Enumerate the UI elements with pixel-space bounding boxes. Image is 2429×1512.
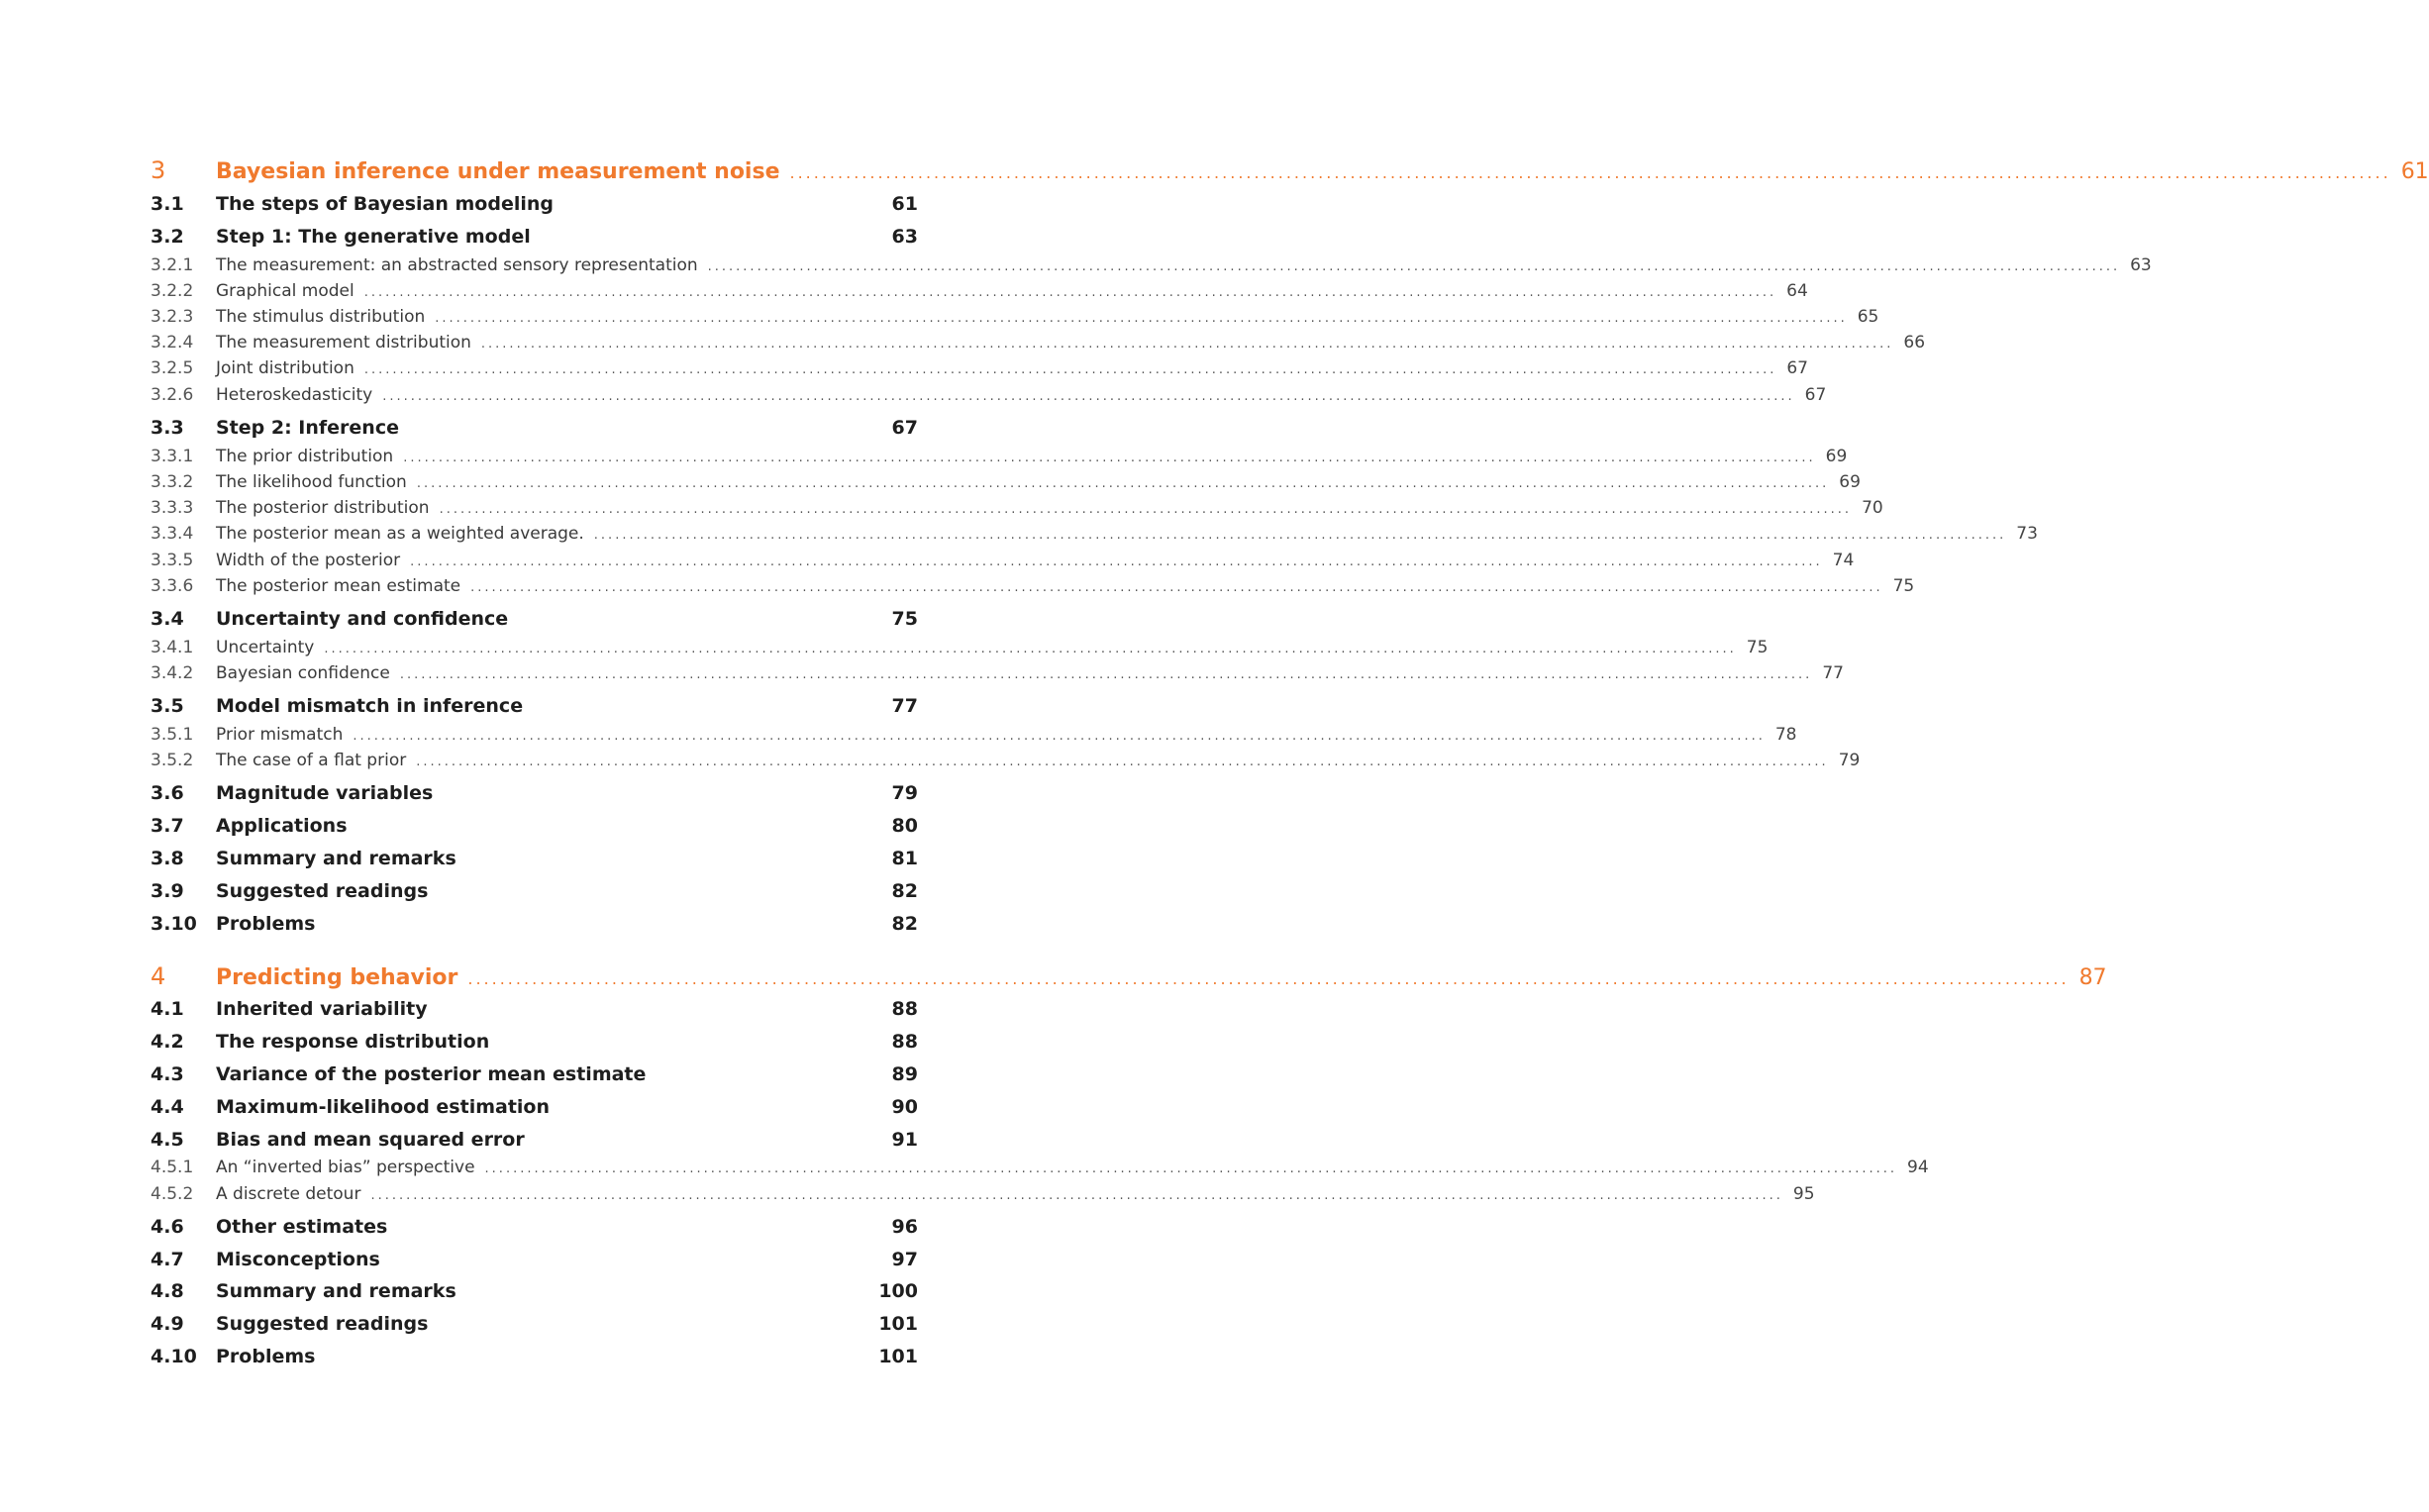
toc-entry-page-number: 87: [2078, 965, 2107, 990]
toc-entry-number: 4.7: [151, 1249, 184, 1270]
toc-entry-number: 3.2.2: [151, 281, 194, 301]
toc-entry-title: The stimulus distribution: [216, 307, 426, 327]
toc-section-row[interactable]: [151, 880, 918, 902]
toc-entry-number: 3.5: [151, 695, 184, 717]
toc-section-row[interactable]: [151, 782, 918, 804]
toc-entry-number: 3.8: [151, 848, 184, 869]
toc-entry-page-number: 101: [878, 1313, 918, 1335]
toc-entry-number: 3.5.1: [151, 725, 194, 745]
toc-entry-number: 3.2: [151, 226, 184, 248]
toc-entry-title: The posterior distribution: [216, 498, 430, 518]
toc-dot-leader: ........................................................................................................................................................................................................: [593, 528, 2007, 543]
toc-entry-page-number: 82: [891, 880, 918, 902]
toc-entry-number: 3.7: [151, 815, 184, 837]
toc-dot-leader: ........................................................................................................................................................................................................: [403, 451, 1816, 465]
toc-entry-number: 3.6: [151, 782, 184, 804]
toc-subsection-row[interactable]: [151, 1158, 1929, 1177]
toc-entry-page-number: 63: [2130, 255, 2152, 275]
toc-dot-leader: ........................................................................................................................................................................................................: [435, 311, 1848, 326]
toc-dot-leader: ........................................................................................................................................................................................................: [382, 389, 1795, 404]
toc-entry-number: 4.2: [151, 1031, 184, 1053]
toc-entry-title: Model mismatch in inference: [216, 695, 524, 717]
toc-entry-page-number: 75: [891, 608, 918, 630]
toc-entry-page-number: 74: [1832, 551, 1855, 570]
toc-entry-title: Summary and remarks: [216, 848, 456, 869]
toc-entry-page-number: 67: [891, 417, 918, 439]
toc-section-row[interactable]: [151, 193, 918, 215]
toc-entry-page-number: 64: [1786, 281, 1808, 301]
toc-dot-leader: ........................................................................................................................................................................................................: [399, 667, 1813, 682]
toc-entry-number: 3.1: [151, 193, 184, 215]
toc-entry-number: 3.3.4: [151, 524, 194, 544]
toc-entry-page-number: 88: [891, 1031, 918, 1053]
toc-entry-page-number: 75: [1746, 638, 1769, 657]
toc-entry-title: Uncertainty and confidence: [216, 608, 509, 630]
toc-dot-leader: ........................................................................................................................................................................................................: [363, 285, 1777, 300]
toc-subsection-row[interactable]: [151, 524, 2038, 544]
toc-entry-title: Bayesian confidence: [216, 663, 390, 683]
toc-dot-leader: ........................................................................................................................................................................................................: [324, 642, 1737, 656]
toc-entry-page-number: 91: [891, 1129, 918, 1151]
toc-dot-leader: ........................................................................................................................................................................................................: [789, 163, 2391, 182]
toc-entry-number: 3.2.1: [151, 255, 194, 275]
toc-subsection-row[interactable]: [151, 725, 1797, 745]
toc-entry-page-number: 101: [878, 1346, 918, 1367]
toc-section-row[interactable]: [151, 998, 918, 1020]
toc-entry-title: Joint distribution: [216, 358, 354, 378]
toc-entry-number: 4: [151, 962, 166, 990]
toc-dot-leader: ........................................................................................................................................................................................................: [707, 259, 2121, 274]
toc-entry-page-number: 95: [1792, 1184, 1815, 1204]
toc-entry-number: 3.2.6: [151, 385, 194, 405]
toc-subsection-row[interactable]: [151, 358, 1808, 378]
toc-entry-page-number: 82: [891, 913, 918, 935]
toc-entry-number: 3.5.2: [151, 751, 194, 770]
toc-subsection-row[interactable]: [151, 638, 1769, 657]
toc-entry-title: Summary and remarks: [216, 1280, 456, 1302]
toc-dot-leader: ........................................................................................................................................................................................................: [484, 1161, 1898, 1176]
toc-entry-page-number: 89: [891, 1063, 918, 1085]
toc-section-row[interactable]: [151, 1346, 918, 1367]
toc-entry-title: Other estimates: [216, 1216, 388, 1238]
toc-entry-page-number: 66: [1903, 333, 1926, 353]
toc-entry-page-number: 69: [1825, 447, 1848, 466]
toc-entry-number: 4.10: [151, 1346, 197, 1367]
toc-dot-leader: ........................................................................................................................................................................................................: [363, 362, 1777, 377]
toc-entry-title: Maximum-likelihood estimation: [216, 1096, 550, 1118]
toc-subsection-row[interactable]: [151, 551, 1855, 570]
toc-entry-title: Misconceptions: [216, 1249, 380, 1270]
toc-entry-number: 3.9: [151, 880, 184, 902]
toc-entry-number: 3.4: [151, 608, 184, 630]
toc-entry-title: Prior mismatch: [216, 725, 344, 745]
toc-entry-title: Bias and mean squared error: [216, 1129, 525, 1151]
toc-entry-title: Bayesian inference under measurement noise: [216, 159, 780, 184]
toc-entry-page-number: 67: [1804, 385, 1827, 405]
toc-entry-title: An “inverted bias” perspective: [216, 1158, 475, 1177]
toc-entry-page-number: 79: [1838, 751, 1861, 770]
toc-entry-title: The posterior mean as a weighted average.: [216, 524, 584, 544]
toc-section-row[interactable]: [151, 608, 918, 630]
toc-dot-leader: ........................................................................................................................................................................................................: [470, 580, 1883, 595]
toc-entry-number: 3.2.3: [151, 307, 194, 327]
toc-section-row[interactable]: [151, 1063, 918, 1085]
toc-section-row[interactable]: [151, 1313, 918, 1335]
toc-entry-number: 3.3.6: [151, 576, 194, 596]
toc-entry-page-number: 88: [891, 998, 918, 1020]
toc-dot-leader: ........................................................................................................................................................................................................: [439, 502, 1853, 517]
toc-entry-page-number: 61: [2400, 159, 2429, 184]
toc-entry-number: 4.1: [151, 998, 184, 1020]
toc-subsection-row[interactable]: [151, 751, 1861, 770]
toc-entry-page-number: 70: [1862, 498, 1883, 518]
toc-entry-page-number: 63: [891, 226, 918, 248]
toc-entry-number: 3.3.3: [151, 498, 194, 518]
toc-subsection-row[interactable]: [151, 498, 1883, 518]
toc-entry-title: Graphical model: [216, 281, 354, 301]
toc-entry-number: 3.3: [151, 417, 184, 439]
toc-dot-leader: ........................................................................................................................................................................................................: [467, 969, 2070, 988]
toc-entry-number: 4.5: [151, 1129, 184, 1151]
toc-entry-title: Problems: [216, 913, 316, 935]
toc-entry-page-number: 81: [891, 848, 918, 869]
toc-subsection-row[interactable]: [151, 333, 1926, 353]
toc-entry-number: 4.3: [151, 1063, 184, 1085]
toc-entry-page-number: 96: [891, 1216, 918, 1238]
toc-section-row[interactable]: [151, 226, 918, 248]
toc-entry-page-number: 79: [891, 782, 918, 804]
toc-subsection-row[interactable]: [151, 663, 1844, 683]
toc-entry-title: Uncertainty: [216, 638, 315, 657]
toc-entry-title: The steps of Bayesian modeling: [216, 193, 554, 215]
toc-entry-page-number: 80: [891, 815, 918, 837]
toc-dot-leader: ........................................................................................................................................................................................................: [480, 337, 1894, 352]
toc-entry-page-number: 61: [891, 193, 918, 215]
toc-subsection-row[interactable]: [151, 1184, 1815, 1204]
toc-subsection-row[interactable]: [151, 576, 1915, 596]
toc-entry-page-number: 73: [2016, 524, 2038, 544]
toc-entry-title: Variance of the posterior mean estimate: [216, 1063, 647, 1085]
toc-dot-leader: ........................................................................................................................................................................................................: [353, 729, 1766, 744]
toc-entry-page-number: 90: [891, 1096, 918, 1118]
toc-entry-title: Suggested readings: [216, 880, 429, 902]
toc-section-row[interactable]: [151, 913, 918, 935]
toc-entry-page-number: 77: [891, 695, 918, 717]
toc-entry-title: The measurement distribution: [216, 333, 471, 353]
toc-section-row[interactable]: [151, 1249, 918, 1270]
toc-chapter-row[interactable]: [151, 962, 2107, 990]
toc-entry-number: 4.5.1: [151, 1158, 194, 1177]
toc-section-row[interactable]: [151, 1280, 918, 1302]
toc-dot-leader: ........................................................................................................................................................................................................: [410, 554, 1823, 569]
toc-entry-page-number: 65: [1857, 307, 1879, 327]
toc-chapter-row[interactable]: [151, 156, 2429, 184]
toc-entry-page-number: 94: [1907, 1158, 1929, 1177]
toc-entry-number: 3.2.5: [151, 358, 194, 378]
toc-section-row[interactable]: [151, 417, 918, 439]
toc-entry-number: 3.4.1: [151, 638, 194, 657]
toc-entry-title: Step 2: Inference: [216, 417, 399, 439]
toc-subsection-row[interactable]: [151, 281, 1808, 301]
toc-entry-page-number: 75: [1892, 576, 1915, 596]
toc-entry-title: Problems: [216, 1346, 316, 1367]
toc-entry-page-number: 77: [1822, 663, 1844, 683]
toc-entry-page-number: 97: [891, 1249, 918, 1270]
toc-section-row[interactable]: [151, 848, 918, 869]
toc-section-row[interactable]: [151, 1096, 918, 1118]
toc-entry-title: Applications: [216, 815, 348, 837]
toc-entry-title: Width of the posterior: [216, 551, 401, 570]
toc-section-row[interactable]: [151, 1129, 918, 1151]
toc-entry-number: 4.5.2: [151, 1184, 194, 1204]
toc-entry-number: 3.3.1: [151, 447, 194, 466]
toc-entry-title: The measurement: an abstracted sensory representation: [216, 255, 698, 275]
toc-entry-title: Suggested readings: [216, 1313, 429, 1335]
toc-dot-leader: ........................................................................................................................................................................................................: [416, 755, 1829, 769]
toc-entry-page-number: 69: [1839, 472, 1861, 492]
toc-entry-title: The case of a flat prior: [216, 751, 407, 770]
toc-entry-title: The response distribution: [216, 1031, 490, 1053]
toc-entry-page-number: 78: [1774, 725, 1797, 745]
toc-entry-title: Inherited variability: [216, 998, 428, 1020]
toc-entry-number: 3.2.4: [151, 333, 194, 353]
toc-entry-number: 3.3.5: [151, 551, 194, 570]
toc-entry-title: The prior distribution: [216, 447, 394, 466]
toc-entry-number: 4.6: [151, 1216, 184, 1238]
toc-entry-title: Step 1: The generative model: [216, 226, 531, 248]
toc-entry-number: 4.8: [151, 1280, 184, 1302]
toc-entry-title: Heteroskedasticity: [216, 385, 373, 405]
toc-subsection-row[interactable]: [151, 385, 1827, 405]
toc-entry-page-number: 67: [1786, 358, 1808, 378]
toc-entry-number: 3: [151, 156, 166, 184]
toc-entry-number: 3.4.2: [151, 663, 194, 683]
toc-entry-title: Predicting behavior: [216, 965, 458, 990]
toc-section-row[interactable]: [151, 695, 918, 717]
toc-section-row[interactable]: [151, 1031, 918, 1053]
toc-section-row[interactable]: [151, 815, 918, 837]
toc-subsection-row[interactable]: [151, 255, 2152, 275]
toc-entry-page-number: 100: [878, 1280, 918, 1302]
toc-subsection-row[interactable]: [151, 447, 1848, 466]
toc-subsection-row[interactable]: [151, 472, 1861, 492]
toc-entry-title: The posterior mean estimate: [216, 576, 461, 596]
toc-entry-number: 4.4: [151, 1096, 184, 1118]
toc-subsection-row[interactable]: [151, 307, 1879, 327]
toc-entry-title: A discrete detour: [216, 1184, 361, 1204]
toc-dot-leader: ........................................................................................................................................................................................................: [416, 476, 1830, 491]
toc-entry-number: 3.3.2: [151, 472, 194, 492]
toc-entry-title: The likelihood function: [216, 472, 407, 492]
toc-entry-number: 3.10: [151, 913, 197, 935]
toc-entry-title: Magnitude variables: [216, 782, 434, 804]
toc-entry-number: 4.9: [151, 1313, 184, 1335]
toc-section-row[interactable]: [151, 1216, 918, 1238]
toc-dot-leader: ........................................................................................................................................................................................................: [370, 1188, 1783, 1203]
